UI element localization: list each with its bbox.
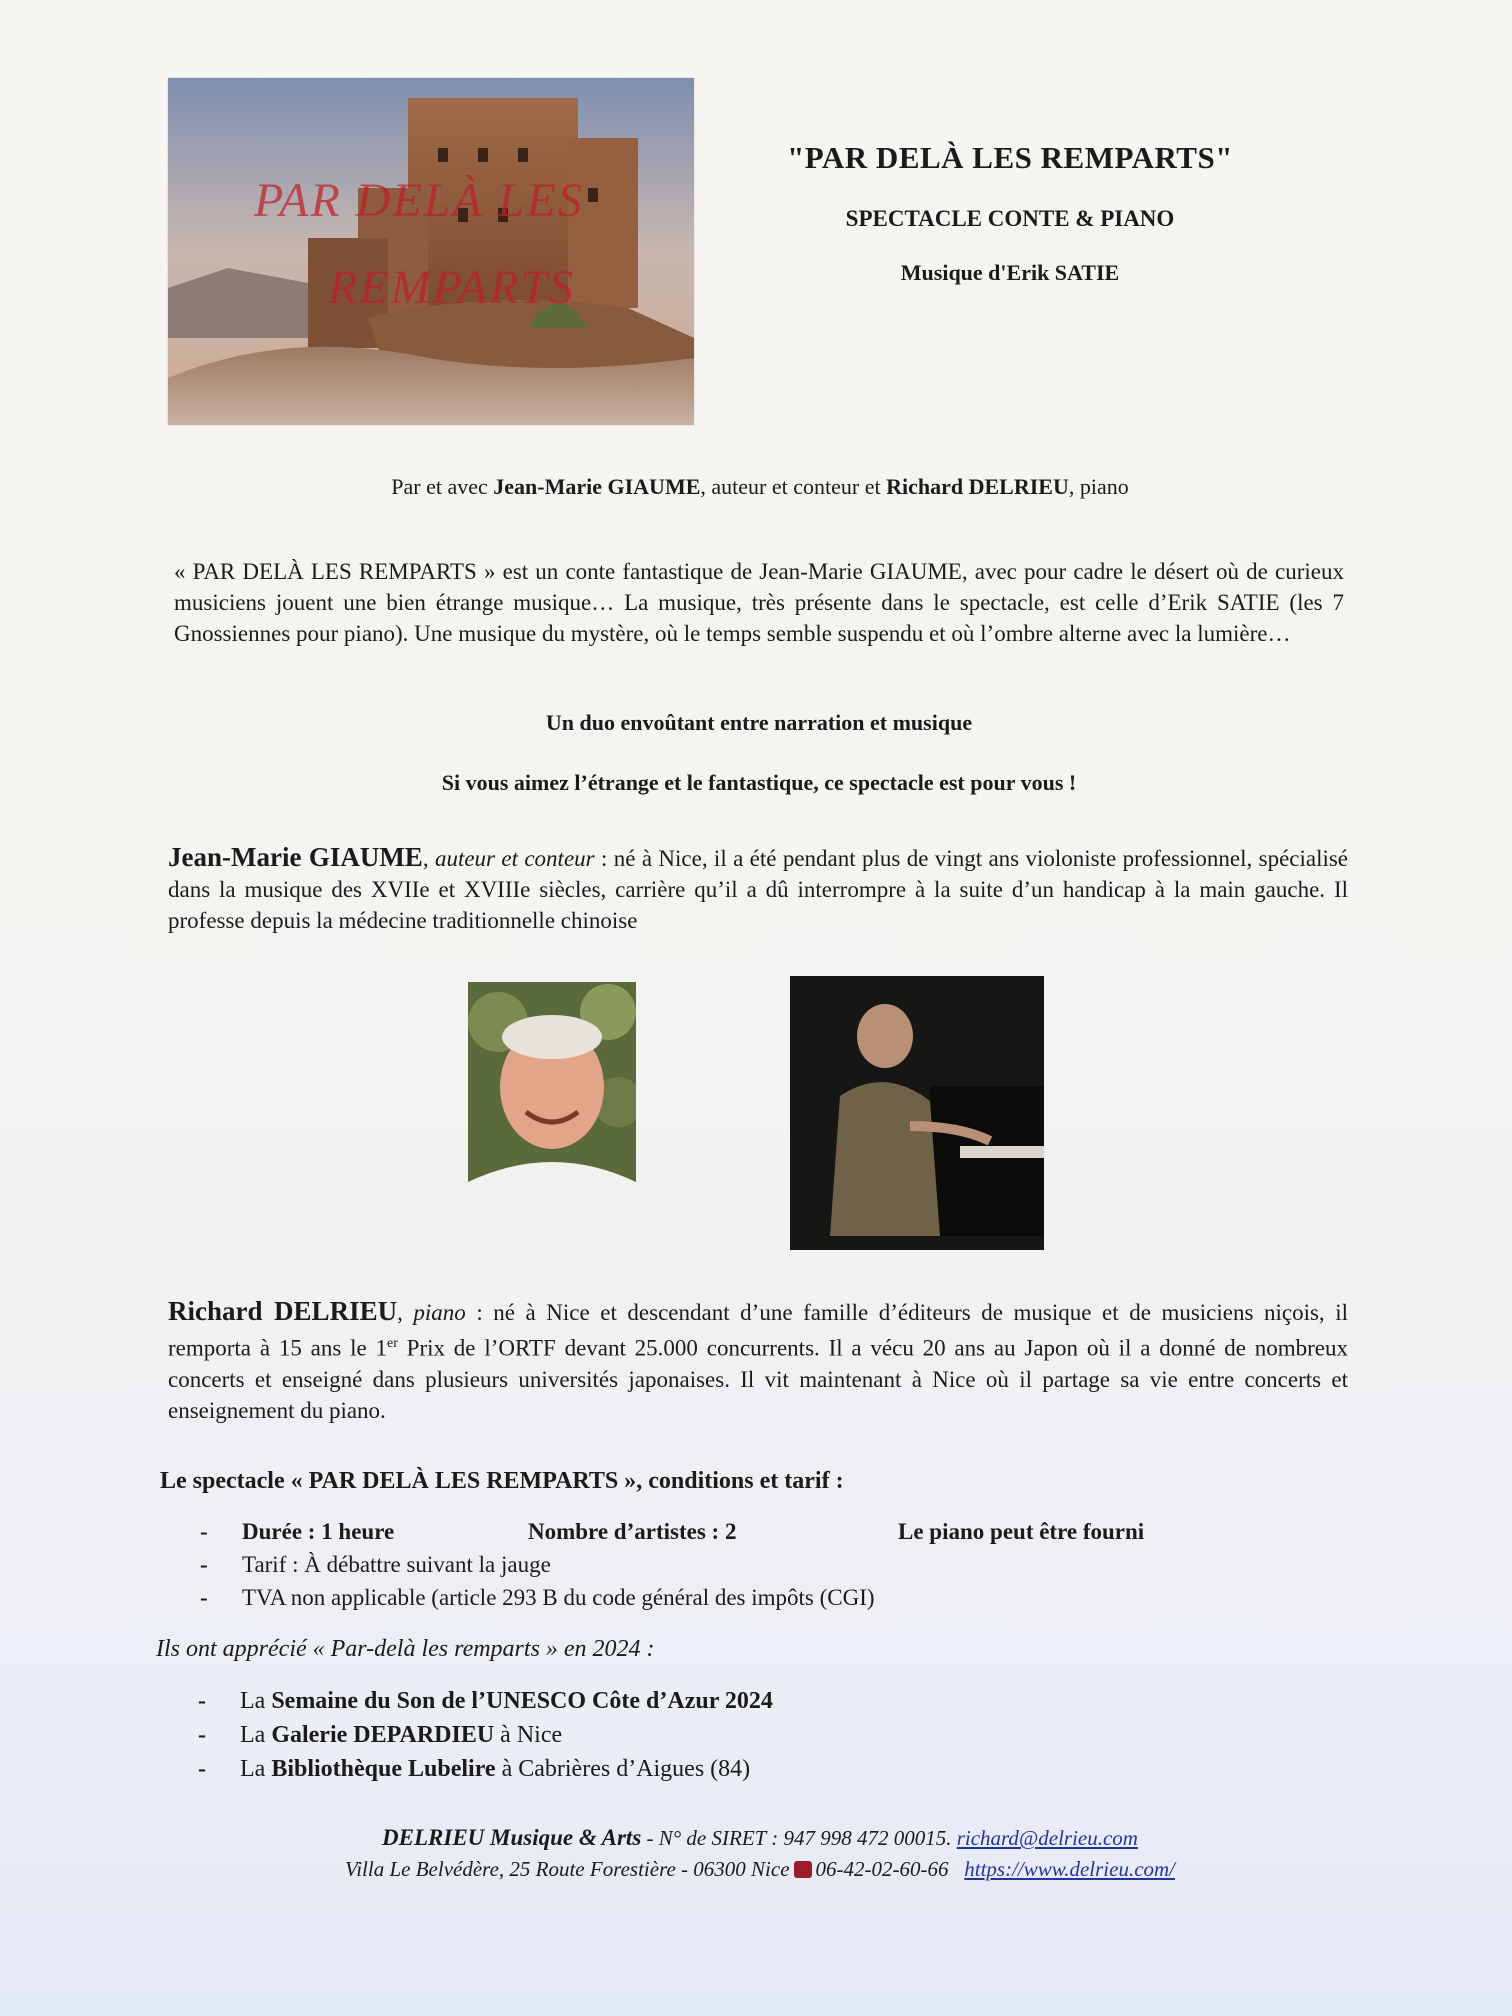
credits-prefix: Par et avec (391, 474, 494, 499)
bio-delrieu-superscript: er (386, 1336, 398, 1351)
list-dash: - (198, 1722, 206, 1748)
portrait-delrieu-illustration (790, 976, 1044, 1250)
appreciated-pre: La (240, 1688, 272, 1714)
bio-delrieu: Richard DELRIEU, piano : né à Nice et descendant d’une famille d’éditeurs de musique et de musiciens niçois, il remporta à 15 ans le 1er Prix de l’ORTF devant 25.000 concurrents. Il a vécu 20 ans au Japon où il a donné de nombreux concerts et enseigné dans plusieurs universités japonaises. Il vit maintenant à Nice où il partage sa vie entre concerts et enseignement du piano. (168, 1296, 1349, 1423)
footer-website-link[interactable]: https://www.delrieu.com/ (964, 1857, 1176, 1881)
appreciated-pre: La (240, 1722, 272, 1748)
condition-piano: Le piano peut être fourni (898, 1519, 1145, 1544)
bio-giaume-name: Jean-Marie GIAUME (168, 842, 423, 872)
footer-address: Villa Le Belvédère, 25 Route Forestière - 06300 Nice (344, 1857, 790, 1881)
bio-delrieu-role: piano (413, 1300, 466, 1325)
condition-artists: Nombre d’artistes : 2 (528, 1519, 737, 1544)
intro-paragraph: « PAR DELÀ LES REMPARTS » est un conte fantastique de Jean-Marie GIAUME, avec pour cadre le désert où de curieux musiciens jouent une bien étrange musique… La musique, très présente dans le spectacle, est celle d’Erik SATIE (les 7 Gnossiennes pour piano). Une musique du mystère, où le temps semble suspendu et où l’ombre alterne avec la lumière… (174, 559, 1344, 646)
appreciated-venue: Galerie DEPARDIEU (271, 1722, 495, 1748)
appreciated-post: à Nice (494, 1722, 563, 1748)
list-dash: - (200, 1519, 208, 1544)
condition-tarif-text: À débattre suivant la jauge (298, 1552, 551, 1577)
list-item (198, 1684, 1298, 1718)
appreciated-post: à Cabrières d’Aigues (84) (495, 1756, 751, 1782)
condition-tarif-label: Tarif : (242, 1552, 299, 1577)
page-title: "PAR DELÀ LES REMPARTS" (787, 140, 1233, 175)
footer-brand: DELRIEU Musique & Arts (382, 1825, 642, 1850)
list-dash: - (198, 1688, 206, 1714)
conditions-list (200, 1515, 1300, 1614)
list-dash: - (198, 1756, 206, 1782)
bio-delrieu-text-b: Prix de l’ORTF devant 25.000 concurrents. Il a vécu 20 ans au Japon où il a donné de nombreux concerts et enseigné dans plusieurs universités japonaises. Il vit maintenant à Nice où il partage sa vie entre concerts et enseignement du piano. (168, 1335, 1349, 1423)
footer-phone: 06-42-02-60-66 (815, 1857, 949, 1881)
bio-giaume-role: auteur et conteur (434, 846, 595, 871)
tagline-fantastique: Si vous aimez l’étrange et le fantastique, ce spectacle est pour vous ! (441, 770, 1077, 795)
bio-delrieu-text-a: : né à Nice et descendant d’une famille d’éditeurs de musique et de musiciens niçois, il remporta à 15 ans le 1 (168, 1300, 1349, 1361)
bio-giaume-text: : né à Nice, il a été pendant plus de vingt ans violoniste professionnel, spécialisé dans la musique des XVIIe et XVIIIe siècles, carrière qu’il a dû interrompre à la suite d’un handicap à la main gauche. Il professe depuis la médecine traditionnelle chinoise (168, 846, 1349, 933)
portrait-delrieu-photo (790, 976, 1044, 1250)
appreciated-list (198, 1684, 1298, 1786)
footer-line1 (160, 1825, 1360, 1851)
footer-line2 (160, 1857, 1360, 1882)
conditions-title: Le spectacle « PAR DELÀ LES REMPARTS », conditions et tarif : (160, 1468, 844, 1494)
credits-middle: , auteur et conteur et (700, 474, 887, 499)
music-credit: Musique d'Erik SATIE (900, 260, 1120, 285)
portrait-giaume-photo (468, 982, 636, 1242)
tagline-duo: Un duo envoûtant entre narration et musique (545, 710, 973, 735)
hero-photo-kasbah (168, 78, 694, 425)
appreciated-pre: La (240, 1756, 272, 1782)
condition-duration: Durée : 1 heure (242, 1519, 395, 1544)
appreciated-venue: Semaine du Son de l’UNESCO Côte d’Azur 2024 (271, 1688, 773, 1714)
hero-overlay-line1: PAR DELÀ LES (254, 174, 584, 227)
title-block (730, 140, 1290, 286)
list-item (200, 1581, 1300, 1614)
credits-name-giaume: Jean-Marie GIAUME (493, 474, 701, 499)
bio-giaume: Jean-Marie GIAUME, auteur et conteur : né à Nice, il a été pendant plus de vingt ans violoniste professionnel, spécialisé dans la musique des XVIIe et XVIIIe siècles, carrière qu’il a dû interrompre à la suite d’un handicap à la main gauche. Il professe depuis la médecine traditionnelle chinoise (168, 842, 1349, 933)
credits-name-delrieu: Richard DELRIEU (886, 474, 1069, 499)
hero-overlay (168, 78, 694, 425)
list-dash: - (200, 1552, 208, 1577)
footer-siret: - N° de SIRET : 947 998 472 00015. (641, 1826, 957, 1850)
bio-delrieu-name: Richard DELRIEU (168, 1296, 398, 1326)
list-item (200, 1515, 1300, 1548)
list-item (198, 1718, 1298, 1752)
page-subtitle: SPECTACLE CONTE & PIANO (845, 206, 1175, 231)
condition-tva: TVA non applicable (article 293 B du code général des impôts (CGI) (242, 1585, 875, 1610)
appreciated-venue: Bibliothèque Lubelire (271, 1756, 496, 1782)
portrait-giaume-illustration (468, 982, 636, 1242)
footer-email-link[interactable]: richard@delrieu.com (956, 1826, 1138, 1850)
credits-line (160, 474, 1360, 500)
appreciated-title: Ils ont apprécié « Par-delà les remparts » en 2024 : (156, 1636, 655, 1662)
hero-overlay-line2: REMPARTS (328, 261, 576, 314)
list-item (198, 1752, 1298, 1786)
credits-suffix: , piano (1068, 474, 1129, 499)
phone-icon (794, 1861, 812, 1878)
list-item (200, 1548, 1300, 1581)
list-dash: - (200, 1585, 208, 1610)
